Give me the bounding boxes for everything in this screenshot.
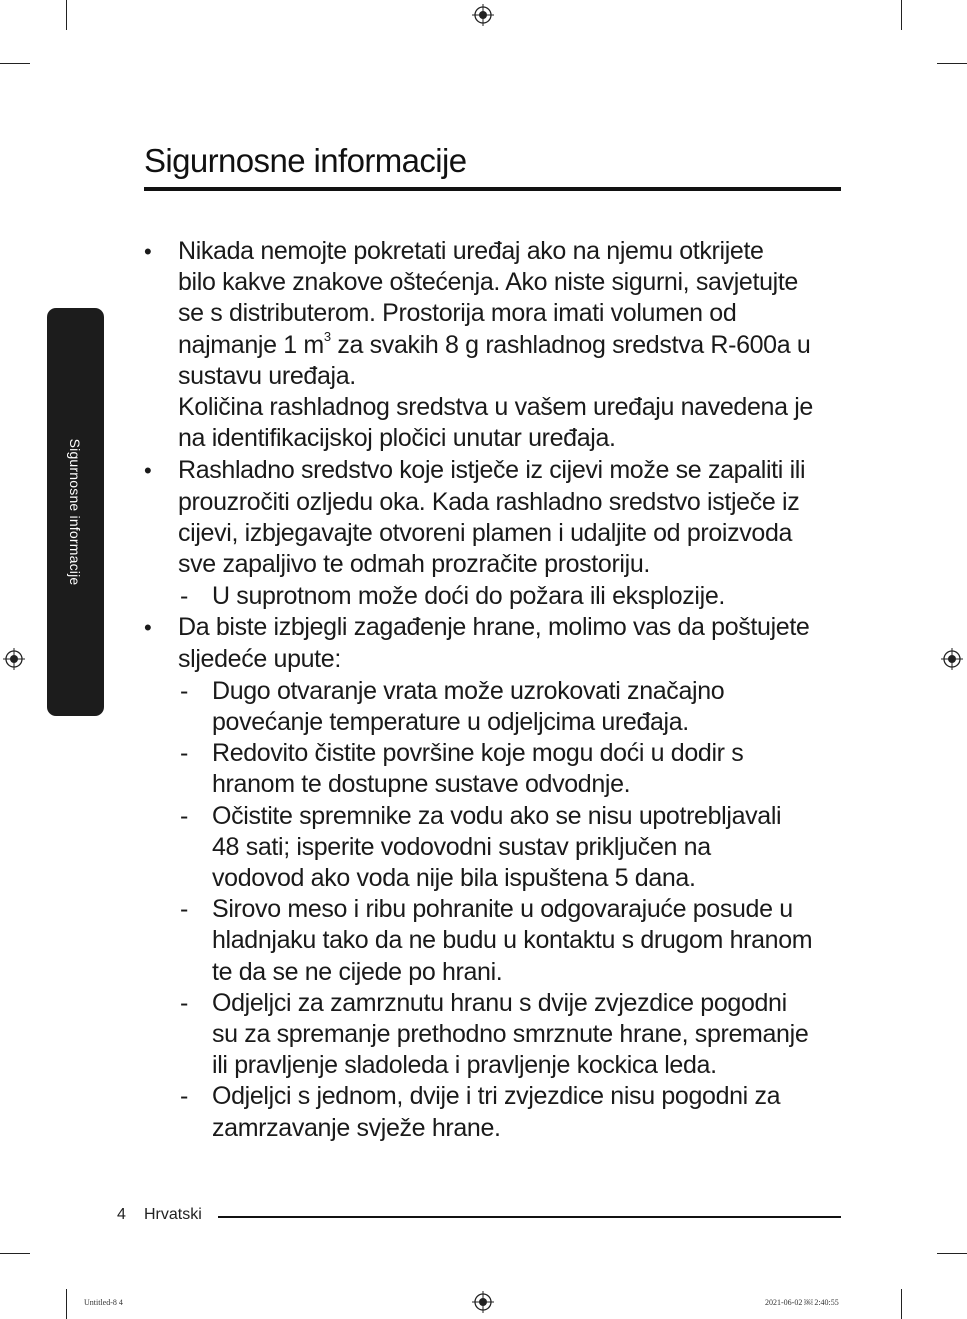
- sub-item: [144, 988, 844, 1082]
- crop-mark: [901, 0, 902, 30]
- bullet-marker: •: [144, 458, 152, 484]
- text-fragment: za svakih 8 g rashladnog sredstva R-600a u: [330, 330, 811, 359]
- text-line: Količina rashladnog sredstva u vašem uređaju navedena je: [178, 393, 813, 422]
- dash-marker: -: [180, 582, 188, 611]
- text-line: Da biste izbjegli zagađenje hrane, molimo vas da poštujete: [178, 613, 810, 642]
- text-line: cijevi, izbjegavajte otvoreni plamen i udaljite od proizvoda: [178, 518, 793, 547]
- title-underline: [144, 187, 841, 191]
- bullet-item: [144, 612, 844, 674]
- text-line: hranom te dostupne sustave odvodnje.: [212, 770, 631, 799]
- text-line: Odjeljci za zamrznutu hranu s dvije zvjezdice pogodni: [212, 988, 787, 1017]
- crop-mark: [937, 1253, 967, 1254]
- dash-marker: -: [180, 1082, 188, 1111]
- crop-mark: [937, 63, 967, 64]
- text-line: Sirovo meso i ribu pohranite u odgovarajuće posude u: [212, 895, 793, 924]
- crop-mark: [0, 63, 30, 64]
- text-line: na identifikacijskoj pločici unutar uređaja.: [178, 424, 616, 453]
- sub-item: [144, 1081, 844, 1143]
- text-line: Nikada nemojte pokretati uređaj ako na njemu otkrijete: [178, 237, 764, 265]
- text-line: sustavu uređaja.: [178, 361, 356, 390]
- dash-marker: -: [180, 801, 188, 830]
- text-line: hladnjaku tako da ne budu u kontaktu s drugom hranom: [212, 926, 813, 955]
- text-line: zamrzavanje svježe hrane.: [212, 1113, 501, 1142]
- registration-mark-icon: [3, 648, 25, 670]
- footer-rule: [218, 1216, 841, 1218]
- text-line: su za spremanje prethodno smrznute hrane, spremanje: [212, 1020, 809, 1049]
- side-section-tab-label: Sigurnosne informacije: [67, 438, 83, 586]
- text-line: Redovito čistite površine koje mogu doći u dodir s: [212, 739, 744, 768]
- sub-item: [144, 801, 844, 895]
- registration-mark-icon: [472, 4, 494, 26]
- superscript: 3: [323, 329, 331, 345]
- text-line: 48 sati; isperite vodovodni sustav priključen na: [212, 832, 711, 861]
- text-line: se s distributerom. Prostorija mora imati volumen od: [178, 299, 737, 328]
- registration-mark-icon: [472, 1291, 494, 1313]
- text-line: Rashladno sredstvo koje istječe iz cijevi može se zapaliti ili: [178, 456, 806, 485]
- text-line: prouzročiti ozljedu oka. Kada rashladno sredstvo istječe iz: [178, 487, 800, 516]
- bullet-item: [144, 455, 844, 580]
- page-number: 4: [117, 1206, 126, 1223]
- sub-item: [144, 676, 844, 738]
- text-line: povećanje temperature u odjeljcima uređaja.: [212, 708, 689, 737]
- print-slug-right: 2021-06-02 ￼ 2:40:55: [765, 1298, 839, 1307]
- bullet-item: [144, 236, 844, 454]
- text-line: ili pravljenje sladoleda i pravljenje kockica leda.: [212, 1051, 717, 1080]
- text-line: vodovod ako voda nije bila ispuštena 5 dana.: [212, 864, 696, 893]
- sub-item: [144, 581, 844, 612]
- text-line: Dugo otvaranje vrata može uzrokovati značajno: [212, 676, 725, 705]
- safety-content: [144, 236, 844, 1144]
- text-line: [178, 330, 844, 361]
- dash-marker: -: [180, 988, 188, 1017]
- text-line: sve zapaljivo te odmah prozračite prostoriju.: [178, 550, 650, 579]
- text-line: U suprotnom može doći do požara ili eksplozije.: [212, 582, 725, 611]
- text-fragment: najmanje 1 m: [178, 330, 324, 359]
- sub-item: [144, 738, 844, 800]
- sub-item: [144, 894, 844, 988]
- text-line: te da se ne cijede po hrani.: [212, 957, 503, 986]
- bullet-marker: •: [144, 239, 152, 264]
- dash-marker: -: [180, 739, 188, 768]
- text-line: sljedeće upute:: [178, 644, 341, 673]
- page-title: Sigurnosne informacije: [144, 142, 467, 179]
- text-line: Očistite spremnike za vodu ako se nisu upotrebljavali: [212, 801, 782, 830]
- crop-mark: [66, 1289, 67, 1319]
- bullet-marker: •: [144, 615, 152, 641]
- print-slug-left: Untitled-8 4: [84, 1298, 123, 1307]
- dash-marker: -: [180, 676, 188, 705]
- dash-marker: -: [180, 895, 188, 924]
- text-line: bilo kakve znakove oštećenja. Ako niste sigurni, savjetujte: [178, 268, 798, 297]
- text-line: Odjeljci s jednom, dvije i tri zvjezdice nisu pogodni za: [212, 1082, 781, 1111]
- registration-mark-icon: [941, 648, 963, 670]
- footer-language: Hrvatski: [144, 1206, 202, 1223]
- crop-mark: [0, 1253, 30, 1254]
- crop-mark: [901, 1289, 902, 1319]
- crop-mark: [66, 0, 67, 30]
